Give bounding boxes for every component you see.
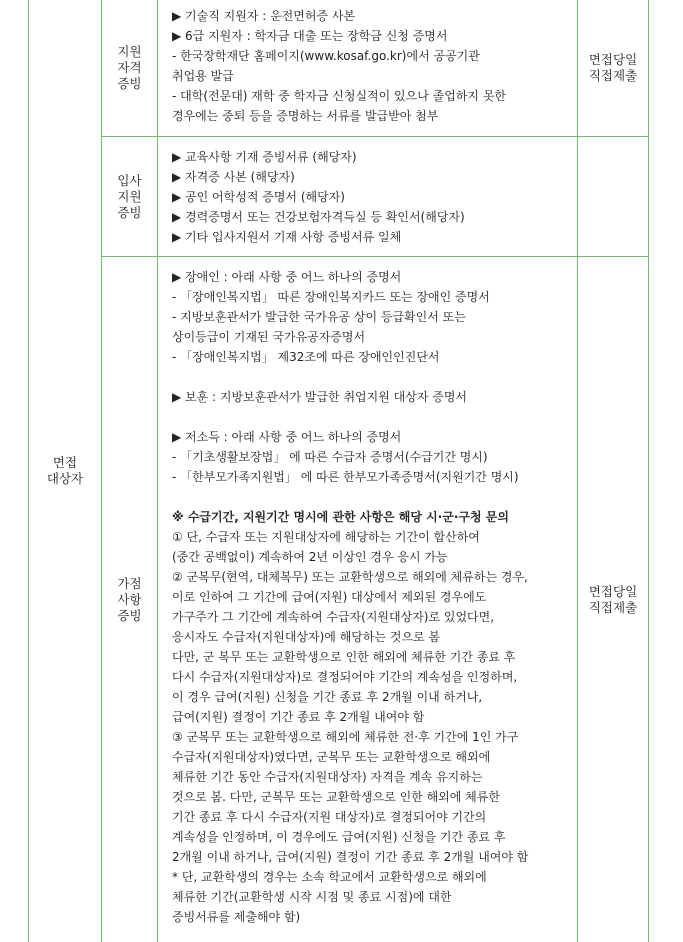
text-line: ▶ 저소득 : 아래 사항 중 어느 하나의 증명서 xyxy=(172,430,402,444)
text-line: ① 단, 수급자 또는 지원대상자에 해당하는 기간이 합산하여 xyxy=(172,530,480,544)
section-label-application: 입사 지원 증빙 xyxy=(117,172,142,220)
text-line: ▶ 기타 입사지원서 기재 사항 증빙서류 일체 xyxy=(172,230,402,244)
category-label-interviewee: 면접 대상자 xyxy=(46,455,84,486)
text-line: - 한국장학재단 홈페이지(www.kosaf.go.kr)에서 공공기관 xyxy=(172,49,480,63)
text-line: 기간 종료 후 다시 수급자(지원 대상자)로 결정되어야 기간의 xyxy=(172,810,487,824)
blank-line xyxy=(172,487,577,507)
text-line: (중간 공백없이) 계속하여 2년 이상인 경우 응시 가능 xyxy=(172,550,448,564)
submission-method-1: 면접당일 직접제출 xyxy=(588,52,638,83)
text-line: - 대학(전문대) 재학 중 학자금 신청실적이 있으나 졸업하지 못한 xyxy=(172,89,507,103)
text-line: 취업용 발급 xyxy=(172,69,234,83)
text-line: - 「장애인복지법」 제32조에 따른 장애인인진단서 xyxy=(172,350,440,364)
row-divider-1 xyxy=(101,136,648,137)
text-line: 다시 수급자(지원대상자)로 결정되어야 기간의 계속성을 인정하며, xyxy=(172,670,518,684)
notice-heading: ※ 수급기간, 지원기간 명시에 관한 사항은 해당 시·군·구청 문의 xyxy=(172,510,509,524)
text-line: ▶ 장애인 : 아래 사항 중 어느 하나의 증명서 xyxy=(172,270,402,284)
text-line: 것으로 봄. 다만, 군복무 또는 교환학생으로 인한 해외에 체류한 xyxy=(172,790,500,804)
text-line: 이로 인하여 그 기간에 급여(지원) 대상에서 제외된 경우에도 xyxy=(172,590,487,604)
text-line: ▶ 경력증명서 또는 건강보험자격득실 등 확인서(해당자) xyxy=(172,210,465,224)
text-line: 2개월 이내 하거나, 급여(지원) 결정이 기간 종료 후 2개월 내여야 함 xyxy=(172,850,529,864)
section-content-qualification xyxy=(172,6,577,126)
section-label-qualification: 지원 자격 증빙 xyxy=(117,44,142,91)
text-line: 수급자(지원대상자)였다면, 군복무 또는 교환학생으로 해외에 xyxy=(172,750,491,764)
text-line: * 단, 교환학생의 경우는 소속 학교에서 교환학생으로 해외에 xyxy=(172,870,487,884)
text-line: 계속성을 인정하며, 이 경우에도 급여(지원) 신청을 기간 종료 후 xyxy=(172,830,506,844)
text-line: ② 군복무(현역, 대체복무) 또는 교환학생으로 해외에 체류하는 경우, xyxy=(172,570,528,584)
text-line: ③ 군복무 또는 교환학생으로 해외에 체류한 전·후 기간에 1인 가구 xyxy=(172,730,519,744)
text-line: - 「기초생활보장법」 에 따른 수급자 증명서(수급기간 명시) xyxy=(172,450,488,464)
section-label-bonus: 가점 사항 증빙 xyxy=(117,575,142,623)
text-line: - 지방보훈관서가 발급한 국가유공 상이 등급확인서 또는 xyxy=(172,310,466,324)
section-content-application xyxy=(172,147,577,247)
text-line: 이 경우 급여(지원) 신청을 기간 종료 후 2개월 이내 하거나, xyxy=(172,690,483,704)
blank-line xyxy=(172,367,577,387)
text-line: ▶ 자격증 사본 (해당자) xyxy=(172,170,295,184)
text-line: 상이등급이 기재된 국가유공자증명서 xyxy=(172,330,366,344)
text-line: ▶ 6급 지원자 : 학자금 대출 또는 장학금 신청 증명서 xyxy=(172,29,448,43)
text-line: 가구주가 그 기간에 계속하여 수급자(지원대상자)로 있었다면, xyxy=(172,610,495,624)
text-line: 경우에는 중퇴 등을 증명하는 서류를 발급받아 첨부 xyxy=(172,109,439,123)
text-line: 다만, 군 복무 또는 교환학생으로 인한 해외에 체류한 기간 종료 후 xyxy=(172,650,516,664)
blank-line xyxy=(172,407,577,427)
text-line: 응시자도 수급자(지원대상자)에 해당하는 것으로 봄 xyxy=(172,630,441,644)
text-line: ▶ 기술직 지원자 : 운전면허증 사본 xyxy=(172,9,356,23)
text-line: ▶ 교육사항 기재 증빙서류 (해당자) xyxy=(172,150,357,164)
row-divider-2 xyxy=(101,256,648,257)
table-divider-col2 xyxy=(157,0,158,942)
table-divider-col4 xyxy=(648,0,649,942)
text-line: 급여(지원) 결정이 기간 종료 후 2개월 내여야 함 xyxy=(172,710,425,724)
submission-method-3: 면접당일 직접제출 xyxy=(588,583,638,615)
text-line: 체류한 기간 동안 수급자(지원대상자) 자격을 계속 유지하는 xyxy=(172,770,483,784)
text-line: - 「장애인복지법」 따른 장애인복지카드 또는 장애인 증명서 xyxy=(172,290,490,304)
text-line: - 「한부모가족지원법」 에 따른 한부모가족증명서(지원기간 명시) xyxy=(172,470,519,484)
text-line: 증빙서류를 제출해야 함) xyxy=(172,910,301,924)
text-line: 체류한 기간(교환학생 시작 시점 및 종료 시점)에 대한 xyxy=(172,890,452,904)
text-line: ▶ 공인 어학성적 증명서 (해당자) xyxy=(172,190,345,204)
section-content-bonus xyxy=(172,267,577,927)
text-line: ▶ 보훈 : 지방보훈관서가 발급한 취업지원 대상자 증명서 xyxy=(172,390,467,404)
